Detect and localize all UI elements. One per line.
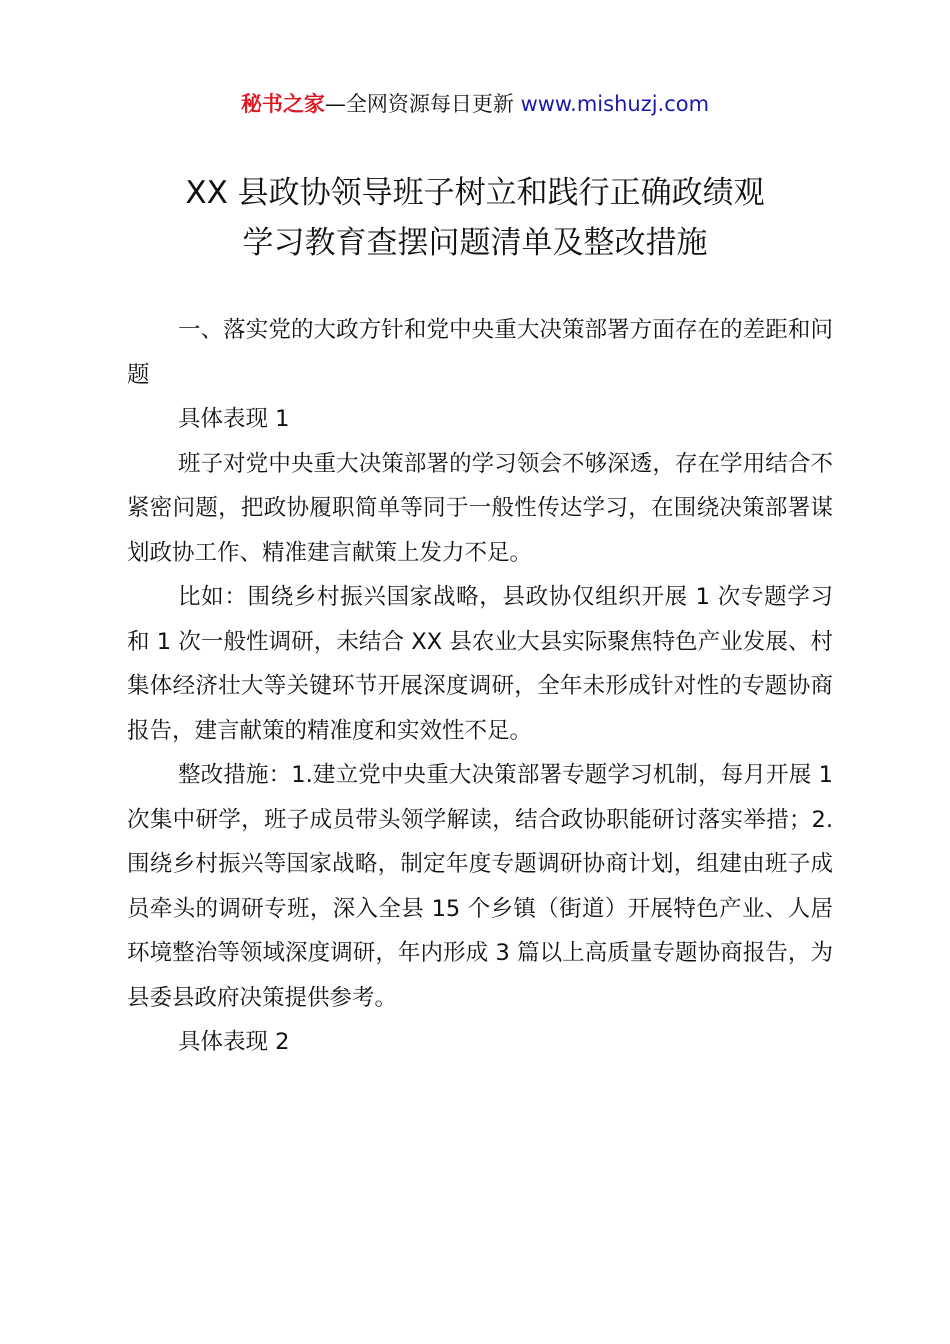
subheading-manifestation-2: 具体表现 2 <box>178 1029 290 1055</box>
subheading-manifestation-1: 具体表现 1 <box>178 406 290 432</box>
title-line-2: 学习教育查摆问题清单及整改措施 <box>242 225 708 261</box>
title-line-1: XX 县政协领导班子树立和践行正确政绩观 <box>185 175 765 211</box>
site-header <box>0 88 950 120</box>
rectification-paragraph: 整改措施：1.建立党中央重大决策部署专题学习机制，每月开展 1 次集中研学，班子成员带头领学解读，结合政协职能研讨落实举措；2.围绕乡村振兴等国家战略，制定年度专题调研协商计划，组建由班子成员牵头的调研专班，深入全县 15 个乡镇（街道）开展特色产业、人居环境整治等领域深度调研，年内形成 3 篇以上高质量专题协商报告，为县委县政府决策提供参考。 <box>127 762 833 1011</box>
example-paragraph: 比如：围绕乡村振兴国家战略，县政协仅组织开展 1 次专题学习和 1 次一般性调研，未结合 XX 县农业大县实际聚焦特色产业发展、村集体经济壮大等关键环节开展深度调研，全年未形成针对性的专题协商报告，建言献策的精准度和实效性不足。 <box>127 584 833 744</box>
site-url-link[interactable]: www.mishuzj.com <box>520 92 710 116</box>
body-paragraph: 班子对党中央重大决策部署的学习领会不够深透，存在学用结合不紧密问题，把政协履职简单等同于一般性传达学习，在围绕决策部署谋划政协工作、精准建言献策上发力不足。 <box>127 450 833 566</box>
document-body <box>127 308 833 1065</box>
section-heading: 一、落实党的大政方针和党中央重大决策部署方面存在的差距和问题 <box>127 317 833 388</box>
header-tagline: —全网资源每日更新 <box>324 92 521 116</box>
brand-name: 秘书之家 <box>240 92 325 116</box>
document-title <box>60 168 890 268</box>
